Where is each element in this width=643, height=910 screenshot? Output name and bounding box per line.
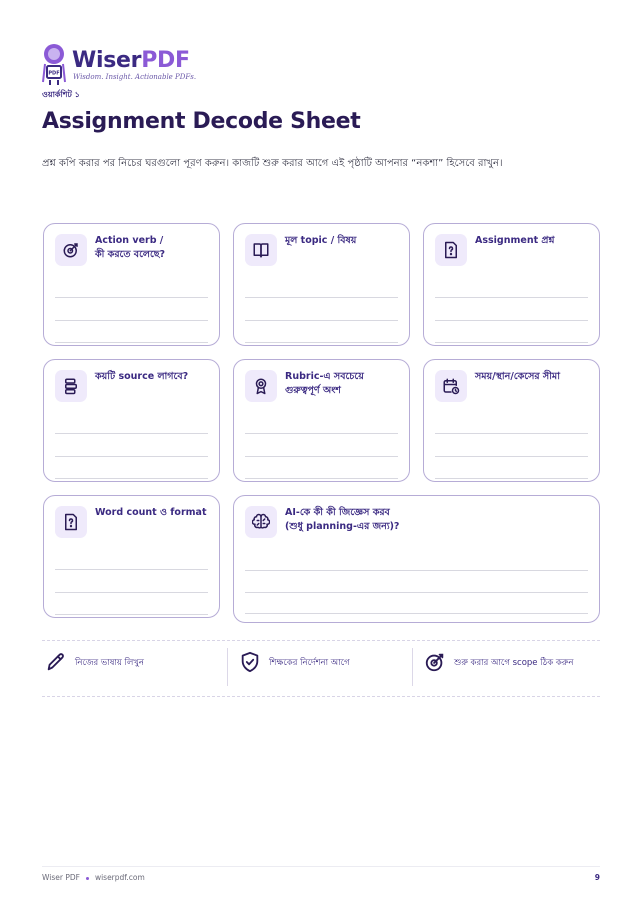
card-icon-box — [435, 370, 467, 402]
footer-site-link[interactable]: wiserpdf.com — [94, 873, 145, 882]
write-line — [55, 342, 208, 343]
write-line — [55, 478, 208, 479]
write-line — [55, 592, 208, 593]
card-label: Action verb / কী করতে বলেছে? — [95, 235, 166, 260]
stack-icon — [62, 377, 80, 395]
card-icon-box — [55, 506, 87, 538]
card-icon-box — [245, 370, 277, 402]
write-line — [245, 297, 398, 298]
card-assignment-question[interactable] — [423, 223, 600, 346]
brand-logo — [42, 42, 202, 86]
write-line — [55, 569, 208, 570]
shield-check-icon — [239, 651, 261, 673]
tips-divider-top — [42, 640, 600, 641]
write-line — [435, 297, 588, 298]
card-scope-limits[interactable] — [423, 359, 600, 482]
write-line — [245, 613, 588, 614]
write-line — [55, 320, 208, 321]
tip-text: শুরু করার আগে scope ঠিক করুন — [454, 658, 574, 668]
card-label: AI-কে কী কী জিজ্ঞেস করব (শুধু planning-এর জন্য)? — [285, 507, 400, 532]
tip-separator — [227, 648, 228, 686]
card-ai-questions[interactable] — [233, 495, 600, 623]
tip-fix-scope — [424, 650, 600, 686]
book-icon — [252, 241, 270, 259]
tip-text: নিজের ভাষায় লিখুন — [75, 658, 144, 668]
card-label: মূল topic / বিষয় — [285, 235, 357, 246]
card-label: কয়টি source লাগবে? — [95, 371, 189, 382]
write-line — [435, 478, 588, 479]
worksheet-kicker: ওয়ার্কশিট ১ — [42, 90, 80, 99]
footer — [42, 873, 145, 882]
write-line — [245, 570, 588, 571]
write-line — [55, 297, 208, 298]
logo-mark-label: PDF — [48, 70, 60, 77]
brand-name-main: Wiser — [72, 48, 142, 73]
footer-rule — [42, 866, 600, 867]
write-line — [435, 342, 588, 343]
card-icon-box — [245, 234, 277, 266]
brand-name — [72, 48, 190, 73]
card-action-verb[interactable] — [43, 223, 220, 346]
target-icon — [424, 651, 446, 673]
card-icon-box — [55, 234, 87, 266]
award-icon — [252, 377, 270, 395]
page-title: Assignment Decode Sheet — [42, 109, 361, 134]
brain-icon — [252, 513, 270, 531]
tip-own-words — [45, 650, 225, 686]
question-doc-icon — [62, 513, 80, 531]
write-line — [55, 433, 208, 434]
page-number: 9 — [594, 873, 600, 882]
tip-teacher-first — [239, 650, 409, 686]
write-line — [55, 614, 208, 615]
write-line — [245, 456, 398, 457]
write-line — [245, 342, 398, 343]
write-line — [435, 456, 588, 457]
write-line — [245, 320, 398, 321]
write-line — [435, 320, 588, 321]
write-line — [245, 592, 588, 593]
lightbulb-logo-icon — [42, 42, 66, 86]
write-line — [245, 433, 398, 434]
card-icon-box — [245, 506, 277, 538]
card-label: Assignment প্রশ্ন — [475, 235, 555, 246]
calendar-clock-icon — [442, 377, 460, 395]
tips-divider-bottom — [42, 696, 600, 697]
card-label: Rubric-এ সবচেয়ে গুরুত্বপূর্ণ অংশ — [285, 371, 364, 396]
card-icon-box — [435, 234, 467, 266]
card-source-count[interactable] — [43, 359, 220, 482]
footer-brand: Wiser PDF — [42, 873, 80, 882]
question-doc-icon — [442, 241, 460, 259]
intro-text: প্রশ্ন কপি করার পর নিচের ঘরগুলো পূরণ করুন। কাজটি শুরু করার আগে এই পৃষ্ঠাটি আপনার “নকশা” হিসেবে রাখুন। — [42, 158, 503, 169]
card-main-topic[interactable] — [233, 223, 410, 346]
write-line — [435, 433, 588, 434]
card-icon-box — [55, 370, 87, 402]
tip-separator — [412, 648, 413, 686]
card-label: Word count ও format — [95, 507, 207, 518]
card-label: সময়/স্থান/কেসের সীমা — [475, 371, 560, 382]
write-line — [55, 456, 208, 457]
write-line — [245, 478, 398, 479]
card-word-count-format[interactable] — [43, 495, 220, 618]
pencil-icon — [45, 651, 67, 673]
brand-tagline: Wisdom. Insight. Actionable PDFs. — [73, 73, 197, 81]
brand-name-accent: PDF — [141, 48, 190, 73]
tip-text: শিক্ষকের নির্দেশনা আগে — [269, 658, 350, 668]
target-icon — [62, 241, 80, 259]
footer-dot — [86, 877, 89, 880]
card-rubric-focus[interactable] — [233, 359, 410, 482]
